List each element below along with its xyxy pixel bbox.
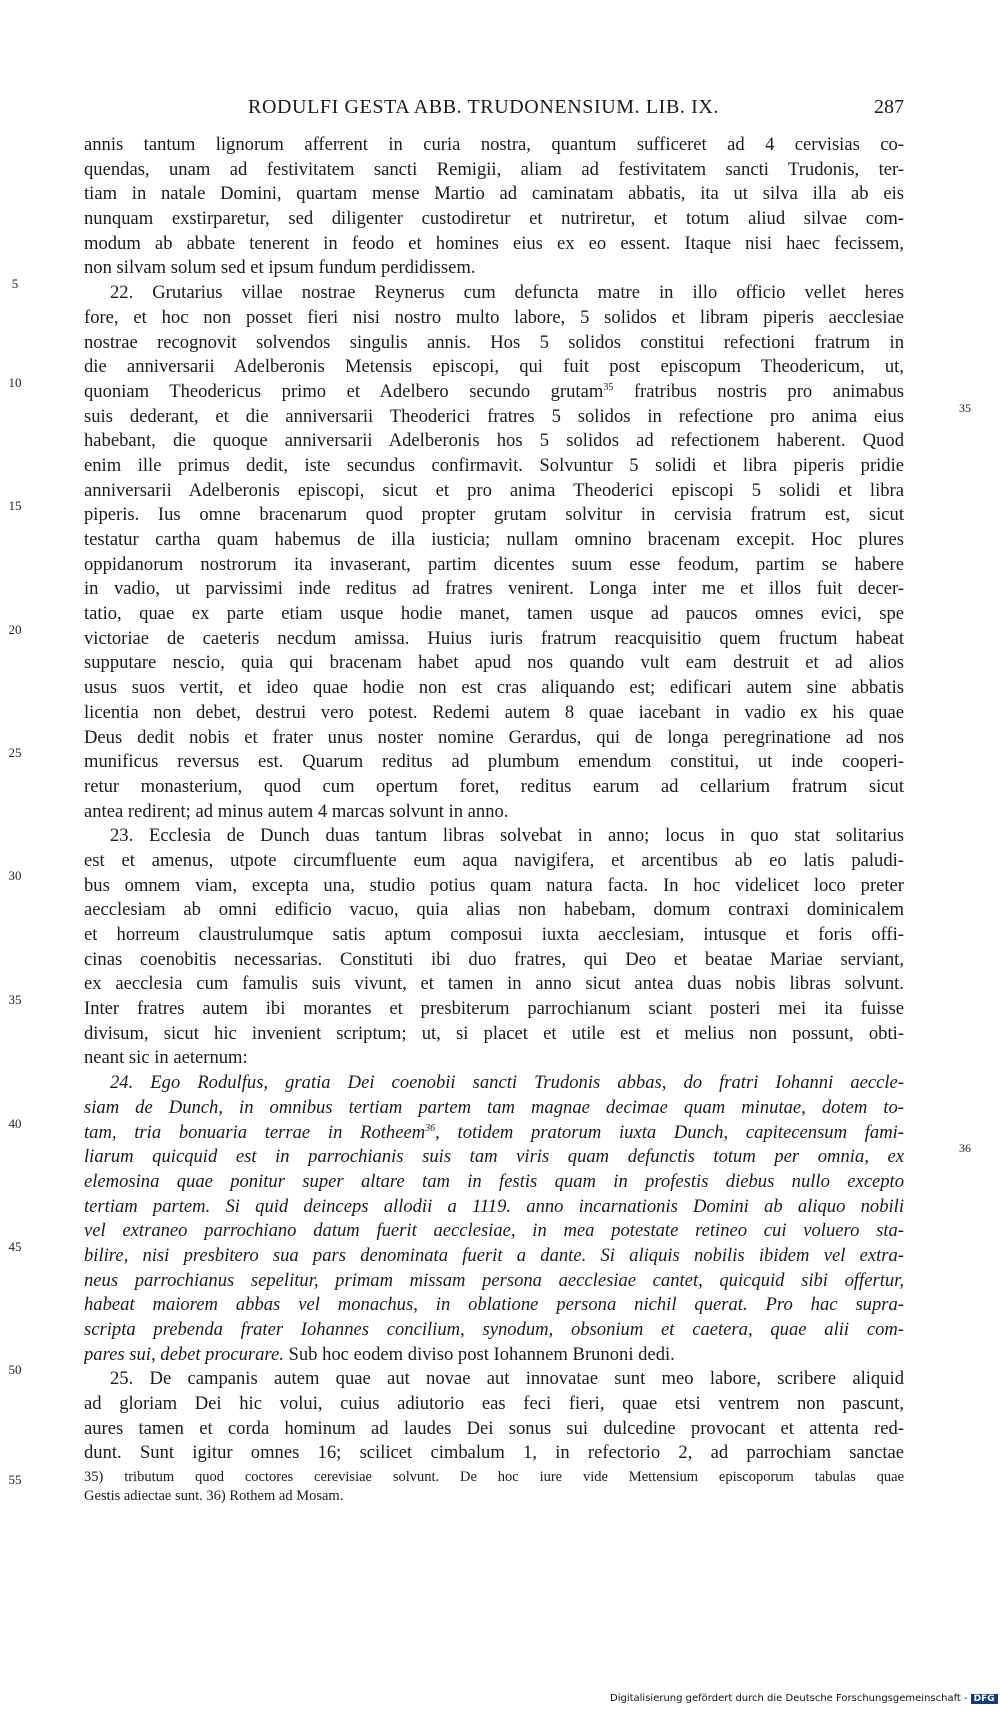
footnote-ref-36: 36 (425, 1122, 436, 1134)
text-line: elemosina quae ponitur super altare tam in festis quam in profestis diebus nullo excepto (84, 1170, 904, 1192)
text-line: divisum, sicut hic invenient scriptum; ut, si placet et utile est et melius non possunt, obti- (84, 1022, 904, 1044)
text-line: ad gloriam Dei hic volui, cuius adiutorio eas feci fieri, quae etsi ventrem non pascunt, (84, 1393, 904, 1415)
text-line: piperis. Ius omne bracenarum quod propter grutam solvitur in cervisia fratrum est, sicut (84, 504, 904, 526)
text-line: usus suos vertit, et ideo quae hodie non est cras aliquando est; edificari autem sine abbatis (84, 677, 904, 699)
credit-text: Digitalisierung gefördert durch die Deutsche Forschungsgemeinschaft - (610, 1693, 968, 1704)
text-line: aecclesiam ab omni edificio vacuo, quia alias non habebam, domum contraxi dominicalem (84, 899, 904, 921)
text-line: tertiam partem. Si quid deinceps allodii a 1119. anno incarnationis Domini ab aliquo nobili (84, 1195, 904, 1217)
text-line: Inter fratres autem ibi morantes et presbiterum parrochianum sciant posteri mei ita fuisse (84, 998, 904, 1020)
text-line: 24. Ego Rodulfus, gratia Dei coenobii sancti Trudonis abbas, do fratri Iohanni aeccle- (110, 1072, 904, 1094)
text-line: quendas, unam ad festivitatem sancti Remigii, aliam ad festivitatem sancti Trudonis, ter- (84, 158, 904, 180)
margin-number: 36 (959, 1141, 971, 1155)
text-line: siam de Dunch, in omnibus tertiam partem tam magnae decimae quam minutae, dotem to- (84, 1096, 904, 1118)
line-number: 10 (8, 375, 22, 390)
text-line: tiam in natale Domini, quartam mense Martio ad caminatam abbatis, ita ut silva illa ab eis (84, 183, 904, 205)
text-line: fore, et hoc non posset fieri nisi nostro multo labore, 5 solidos et libram piperis aecclesiae (84, 306, 904, 328)
text-line: 22. Grutarius villae nostrae Reynerus cum defuncta matre in illo officio vellet heres (110, 282, 904, 304)
line-number: 35 (8, 992, 22, 1007)
text-line: bilire, nisi presbitero sua pars denominata fuerit a dante. Si aliquis nobilis ibidem vel extra- (84, 1244, 904, 1266)
text-segment: fratribus nostris pro animabus (633, 380, 904, 402)
text-line: retur monasterium, quod cum opertum foret, reditus earum ad cellarium fratrum sicut (84, 775, 904, 797)
page-number: 287 (874, 96, 904, 118)
text-line: nostrae recognovit solvendos singulis annis. Hos 5 solidos constitui refectioni fratrum in (84, 331, 904, 353)
text-line: neant sic in aeternum: (84, 1047, 248, 1069)
text-segment: pares sui, debet procurare. (84, 1343, 284, 1365)
text-line: antea redirent; ad minus autem 4 marcas solvunt in anno. (84, 800, 509, 822)
line-number: 5 (11, 276, 19, 291)
text-line-with-note (84, 380, 904, 405)
text-line: annis tantum lignorum afferrent in curia nostra, quantum sufficeret ad 4 cervisias co- (84, 134, 904, 155)
line-number: 40 (8, 1116, 22, 1131)
line-number: 20 (8, 622, 22, 637)
text-line: ex aecclesia cum famulis suis vivunt, et tamen in anno sicut antea duas nobis libras solvunt. (84, 973, 904, 995)
text-line: bus omnem viam, excepta una, studio potius quam natura facta. In hoc videlicet loco preter (84, 874, 904, 896)
text-line: testatur cartha quam habemus de illa iusticia; nullam omnino bracenam excepit. Hoc plures (84, 529, 904, 550)
text-line: tatio, quae ex parte etiam usque hodie manet, tamen usque ad paucos omnes evici, spe (84, 603, 904, 625)
text-line: neus parrochianus sepelitur, primam missam persona aecclesiae cantet, quicquid sibi offertur, (84, 1269, 904, 1291)
line-number: 15 (8, 498, 22, 513)
digitization-credit (610, 1693, 998, 1704)
margin-number: 35 (959, 401, 971, 415)
text-line: habeat maiorem abbas vel monachus, in oblatione persona nichil querat. Pro hac supra- (84, 1294, 904, 1316)
text-line: liarum quicquid est in parrochianis suis tam viris quam defunctis totum per omnia, ex (84, 1146, 904, 1168)
line-number: 50 (8, 1362, 22, 1377)
text-line: victoriae de caeteris necdum amissa. Huius iuris fratrum reacquisitio quem fructum habeat (84, 627, 904, 649)
line-number: 45 (8, 1239, 22, 1254)
text-line: scripta prebenda frater Iohannes concilium, synodum, obsonium et caetera, quae alii com- (84, 1319, 904, 1340)
text-line: Deus dedit nobis et frater unus noster nomine Gerardus, qui de longa peregrinatione ad nos (84, 726, 904, 748)
text-segment: quoniam Theodericus primo et Adelbero secundo grutam (84, 380, 604, 402)
footnote-ref-35: 35 (603, 381, 614, 393)
footnotes (84, 1468, 904, 1506)
text-line: munificus reversus est. Quarum reditus ad plumbum emendum constitui, ut inde cooperi- (84, 751, 904, 773)
line-number: 25 (8, 745, 22, 760)
text-line-mixed (84, 1343, 904, 1368)
text-line: oppidanorum nostrorum ita invaserant, partim dicentes suum esse feodum, partim se habere (84, 553, 904, 575)
text-line: enim ille primus dedit, iste secundus confirmavit. Solvuntur 5 solidi et libra piperis pridie (84, 454, 904, 476)
line-number: 55 (8, 1472, 22, 1487)
text-line: habebant, die quoque anniversarii Adelberonis hos 5 solidos ad refectionem haberent. Quod (84, 430, 904, 452)
footnote-line: 35) tributum quod coctores cerevisiae solvunt. De hoc iure vide Mettensium episcoporum tabulas quae (84, 1469, 904, 1485)
text-line: in vadio, ut parvissimi inde reditus ad fratres venirent. Longa inter me et illos fuit decer- (84, 578, 904, 600)
text-line: licentia non debet, destrui vero potest. Redemi autem 8 quae iacebant in vadio ex his quae (84, 701, 904, 723)
footnote-line: Gestis adiectae sunt. 36) Rothem ad Mosam. (84, 1488, 344, 1504)
text-segment: Sub hoc eodem diviso post Iohannem Brunoni dedi. (283, 1343, 675, 1365)
text-line: aures tamen et corda hominum ad laudes Dei sonus sui dulcedine provocant et attenta red- (84, 1417, 904, 1439)
text-line: est et amenus, utpote circumfluente eum aqua navigifera, et arcentibus ab eo latis paludi- (84, 849, 904, 871)
line-number: 30 (8, 868, 22, 883)
text-segment: tam, tria bonuaria terrae in Rotheem (84, 1121, 426, 1143)
text-line: anniversarii Adelberonis episcopi, sicut et pro anima Theoderici episcopi 5 solidi et libra (84, 479, 904, 501)
dfg-logo: DFG (971, 1694, 998, 1704)
text-line: modum ab abbate tenerent in feodo et homines eius ex eo essent. Itaque nisi haec fecissem, (84, 232, 904, 254)
text-line: cinas coenobitis necessarias. Constituti ibi duo fratres, qui Deo et beatae Mariae serviant, (84, 948, 904, 970)
text-line: 23. Ecclesia de Dunch duas tantum libras solvebat in anno; locus in quo stat solitarius (110, 825, 904, 847)
text-line: supputare nescio, quia qui bracenam habet apud nos quando vult eam destruit et ad alios (84, 652, 904, 674)
text-line: nunquam exstirparetur, sed diligenter custodiretur et nutriretur, et totum aliud silvae com- (84, 208, 904, 230)
text-line: non silvam solum sed et ipsum fundum perdidissem. (84, 257, 476, 279)
text-line: suis dederant, et die anniversarii Theoderici fratres 5 solidos in refectione pro anima eius (84, 405, 904, 427)
text-line: vel extraneo parrochiano datum fuerit aecclesiae, in mea potestate retineo cui voluero sta- (84, 1220, 904, 1242)
main-text (84, 133, 904, 1466)
text-line: dunt. Sunt igitur omnes 16; scilicet cimbalum 1, in refectorio 2, ad parrochiam sanctae (84, 1442, 904, 1464)
text-line: et horreum claustrulumque satis aptum composui iuxta aecclesiam, intusque et foris offi- (84, 924, 904, 945)
text-line: die anniversarii Adelberonis Metensis episcopi, qui fuit post episcopum Theodericum, ut, (84, 356, 904, 378)
running-header (84, 96, 904, 124)
running-title: RODULFI GESTA ABB. TRUDONENSIUM. LIB. IX. (248, 96, 719, 118)
text-line: 25. De campanis autem quae aut novae aut innovatae sunt meo labore, scribere aliquid (110, 1368, 904, 1390)
text-line-with-note (84, 1121, 904, 1146)
text-segment: , totidem pratorum iuxta Dunch, capitecensum fami- (435, 1121, 904, 1143)
